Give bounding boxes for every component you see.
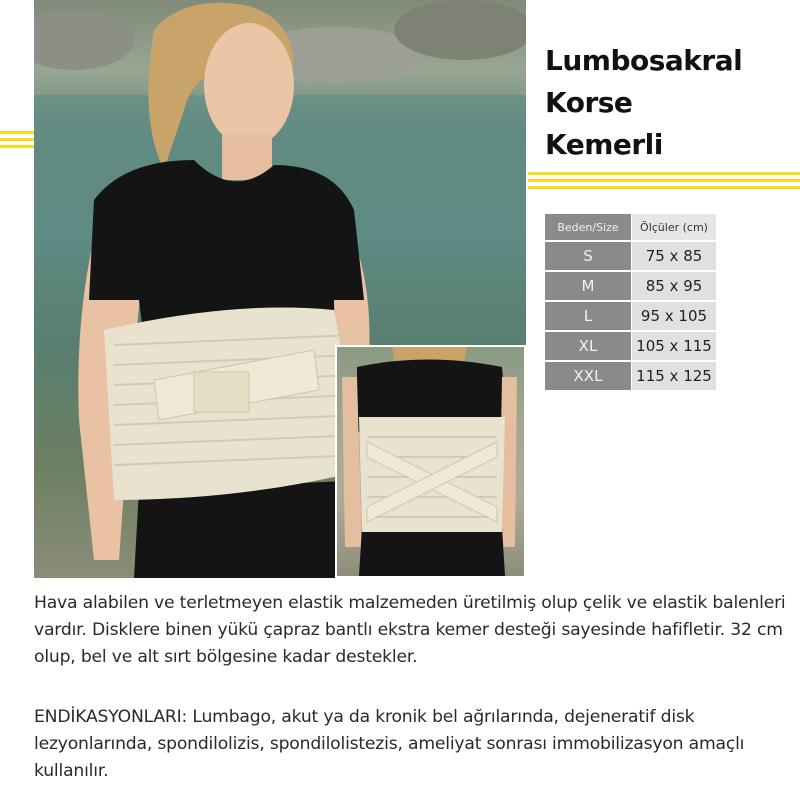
table-row	[545, 302, 716, 330]
product-indications: ENDİKASYONLARI: Lumbago, akut ya da kronik bel ağrılarında, dejeneratif disk lezyonlarında, spondilolizis, spondilolistezis, ameliyat sonrası immobilizasyon amaçlı kullanılır.	[34, 707, 745, 781]
product-description: Hava alabilen ve terletmeyen elastik malzemeden üretilmiş olup çelik ve elastik balenleri vardır. Disklere binen yükü çapraz bantlı ekstra kemer desteği sayesinde hafifletir. 32 cm olup, bel ve alt sırt bölgesine kadar destekler.	[34, 593, 786, 667]
table-row	[545, 332, 716, 360]
accent-stripes-right	[528, 172, 800, 193]
measure-column-header: Ölçüler (cm)	[631, 214, 716, 240]
size-table	[545, 212, 716, 392]
size-cell: L	[545, 302, 631, 330]
product-title	[545, 40, 785, 166]
table-row	[545, 242, 716, 270]
size-cell: S	[545, 242, 631, 270]
product-title-line-2: Korse	[545, 86, 633, 119]
size-cell: M	[545, 272, 631, 300]
table-row	[545, 272, 716, 300]
measure-cell: 75 x 85	[631, 242, 716, 270]
product-title-line-1: Lumbosakral	[545, 44, 743, 77]
measure-cell: 85 x 95	[631, 272, 716, 300]
table-row	[545, 362, 716, 390]
size-cell: XL	[545, 332, 631, 360]
measure-cell: 105 x 115	[631, 332, 716, 360]
model-back-illustration	[337, 347, 524, 576]
size-cell: XXL	[545, 362, 631, 390]
measure-cell: 95 x 105	[631, 302, 716, 330]
measure-cell: 115 x 125	[631, 362, 716, 390]
product-title-line-3: Kemerli	[545, 128, 663, 161]
size-column-header: Beden/Size	[545, 214, 631, 240]
size-table-header	[545, 214, 716, 240]
product-photo-back	[335, 345, 526, 578]
